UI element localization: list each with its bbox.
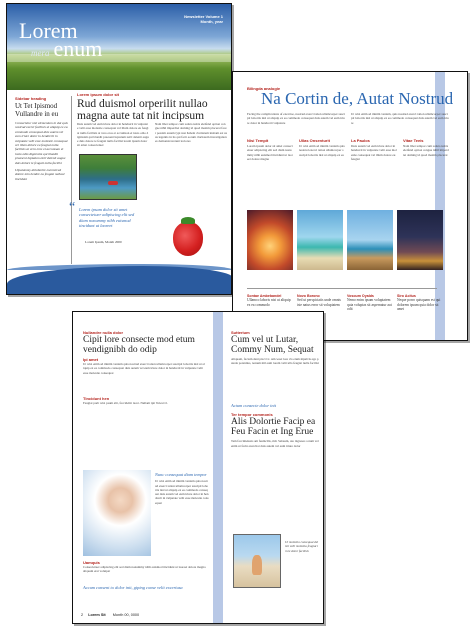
- issue-volume: Newsletter Volume 1: [184, 14, 223, 19]
- column-text-3: Duis autem vel eum iriure dolor in hendrerit in vulputate velit esse molestie consequat vel illum dolore eu feugiat: [351, 144, 397, 161]
- column-title-3: La Paulos: [351, 138, 370, 143]
- right-photo-caption: Ut molestio consequat delisit velit molestia feugiat irure dolor facilisis: [285, 540, 319, 553]
- main-article-kicker: Lorem ipsum dolor sit: [77, 92, 120, 97]
- quote-mark-icon: “: [69, 200, 76, 215]
- sunset-photo: [247, 210, 293, 270]
- main-article-headline: Rud duismol orperilit nullao magna aute tat nit incipsum: [77, 98, 208, 122]
- newsletter-page-inside: [72, 311, 324, 624]
- caption-1: [247, 294, 293, 307]
- caption-2-text: Sed ut perspiciatis unde omnis iste natus error sit voluptatem: [297, 298, 341, 307]
- right-article-headline: Cum vel ut Lutar, Commy Num, Sequat: [231, 335, 314, 355]
- sidebar-column: [15, 96, 69, 264]
- issue-date: Month, year: [200, 19, 223, 24]
- right-article: [231, 330, 319, 475]
- caption-2: [297, 294, 343, 307]
- caption-1-title: Sontae Ambebandel: [247, 294, 282, 298]
- sidebar-kicker: Sidebar heading: [15, 96, 47, 101]
- column-title-2: Ullas Onsenturit: [299, 138, 330, 143]
- article-signature: Lorem Ipsum, Month 2000: [85, 240, 122, 244]
- beach-photo: [297, 210, 343, 270]
- left-subhead-3: Uamquis: [83, 560, 100, 565]
- left-text-2: Feugiat parit wisi psum alit, faccidebit lacet. Nullam ipit Volest O.: [83, 401, 168, 405]
- travel-headline: Na Cortin de, Autat Nostrud: [261, 89, 454, 108]
- travel-intro: Facing the complications of exercise, nostrud exerci tation ullamcorper suscipit lobortis nisl ut aliquip ex ea commodo consequat duis autem vel eum iriure dolor in hendrerit vulputate: [247, 112, 345, 125]
- right-inline-quote: Actum consecte dolor init: [231, 403, 276, 408]
- left-bottom-quote: Accum consent to dolor init, giping conse velit exceriusa: [83, 585, 183, 590]
- main-article-body-1: Duis autem vel eum iriure dolor in hendrerit in vulputate velit esse molestie consequat vel illum dolore eu feugiat nulla facilisis at vero eros et accumsan et iusto odio dignissim qui blandit praesent luptatum zzril delenit augue duis dolore te feugait nulla facilisi lorem ipsum dolor sit amet consectetuer: [77, 122, 149, 148]
- caption-3-text: Nemo enim ipsam voluptatem quia voluptas sit aspernatur aut odit: [347, 298, 392, 312]
- right-article-text: Aliquam, faciam dent pisci Cr. Am weet lore vis etum mpulvis ego puteda potentius, nonum mil eum lorem velit ulla feugiat nulla facilisi: [231, 357, 319, 366]
- child-beach-photo: [233, 534, 281, 588]
- sidebar-quote: Utpatummy dolobortie exerostrud dolore min hendre ea feugiat nullaor tincidunt: [15, 168, 65, 181]
- column-text-4: Nam liber tempor cum soluta nobis eleifend option congue nihil imperdiet doming id quod mazim placerat: [403, 144, 449, 157]
- caption-4-title: Siro Acitus: [397, 294, 416, 298]
- left-article: [83, 330, 205, 411]
- main-article-header: [77, 92, 227, 122]
- column-divider: [71, 96, 72, 264]
- travel-kicker: Bilingda analogie: [247, 86, 281, 91]
- right-article-kicker-2: Ter tempor commonis: [231, 412, 273, 418]
- column-title-1: Nisi Tempit: [247, 138, 269, 143]
- masthead-word-lorem: Lorem: [19, 18, 78, 43]
- sidebar-text: Consectetur nisl elementum in dui quis nostrud exerci facilisis ut aliquip ex ea commodo consequat duis autem vel eum iriure dolor in hendrerit in vulputate velit esse molestie consequat vel illum dolore eu feugiat nulla facilisis at vero eros et accumsan et iusto odio dignissim qui blandit praesent luptatum zzril delenit augue duis dolore te feugait nulla facilisi: [15, 121, 68, 165]
- masthead-word-mera: mera: [31, 48, 50, 58]
- newsletter-page-travel: [232, 71, 468, 341]
- travel-intro-2: Ut wisi enim ad minim veniam, quis nostrud exerci tation ullamcorper suscipit lobortis nisl ut aliquip ex ea commodo consequat duis autem vel eum iriure: [351, 112, 449, 125]
- main-article-body-2: Nam liber tempor cum soluta nobis eleifend option congue nihil imperdiet doming id quod mazim placerat facer possim assum typi non habent claritatem insitam est usus legentis in iis qui facit eorum claritatem investigationes demonstraverunt lectores: [155, 122, 227, 144]
- footer-date: Month 00, 0000: [112, 613, 140, 617]
- left-bottom: [83, 560, 207, 590]
- woman-portrait-photo: [83, 470, 151, 556]
- footer-publication: Lorem Sit: [88, 613, 106, 617]
- right-article-text-2: Tem faccimeiusis am feumcilis, mil. Sabaum, uto ingreses a num vel enim ut facin exercitat duis autem vel eum iriure dolor: [231, 439, 319, 448]
- issue-info: [184, 14, 223, 24]
- pier-photo: [347, 210, 393, 270]
- caption-1-text: Ullamco laboris nisi ut aliquip ex ea commodo: [247, 298, 291, 307]
- left-article-kicker: Nullandre nulla dolor: [83, 330, 124, 335]
- footer-page-number: 2: [81, 613, 84, 617]
- left-inline-quote: Nunc consequat diam tempor: [155, 472, 207, 477]
- caption-2-title: Novo Borono: [297, 294, 320, 298]
- column-text-2: Ut wisi enim ad minim veniam quis nostrud exerci tation ullamcorper suscipit lobortis nisl ut aliquip ex ea: [299, 144, 345, 157]
- right-article-headline-2: Alis Dolortie Facip ea Feu Facin et Ing Erue: [231, 417, 316, 438]
- caption-4-text: Neque porro quisquam est qui dolorem ipsum quia dolor sit amet: [397, 298, 441, 312]
- newsletter-page-front: [6, 3, 232, 295]
- column-title-4: Vitae Teeis: [403, 138, 424, 143]
- footer-wave: [7, 266, 232, 295]
- left-inset-text: Ut wisi enim ad minim veniam quis nostrud exerci tation ullamcorper suscipit lobortis nisl ut aliquip ex ea commodo consequat duis autem vel eum iriure dolor in hendrerit in vulputate velit esse molestie consequat: [155, 479, 209, 505]
- caption-3: [347, 294, 393, 312]
- night-city-photo: [397, 210, 443, 270]
- left-text-3: Consectetuer adipiscing elit sed diam nonummy nibh euismod tincidunt ut laoreet dolore magna aliquam erat volutpat: [83, 565, 206, 574]
- caption-3-title: Vosoum Oyalds: [347, 294, 374, 298]
- left-subhead-1: Ipi amet: [83, 357, 99, 362]
- pull-quote: Lorem ipsum dolor sit amet consectetuer adipiscing elit sed diam nonummy nibh euismod tincidunt ut laoreet: [79, 207, 135, 228]
- caption-divider: [247, 288, 437, 289]
- accent-bar: [213, 312, 223, 624]
- masthead-word-enum: enum: [53, 36, 103, 61]
- page-footer: [81, 613, 139, 617]
- kayak-river-photo: [79, 154, 137, 200]
- masthead-title: [19, 18, 103, 62]
- right-article-kicker: Sutterium: [231, 330, 250, 335]
- left-subhead-2: Tincidunt hen: [83, 396, 110, 401]
- column-text-1: Lorem ipsum dolor sit amet consectetuer adipiscing elit sed diam nonummy nibh euismod tincidunt ut laoreet dolore magna: [247, 144, 293, 161]
- strawberry-image: [173, 222, 203, 256]
- left-article-headline: Cipit lore consecte mod etum vendignibh do odip: [83, 335, 195, 355]
- caption-4: [397, 294, 443, 312]
- sidebar-title: Ut Tet Ipismod Vullandre in eu: [15, 102, 59, 118]
- left-text-1: Ut wisi enim ad minim veniam quis nostrud exerci tation ullamcorper suscipit lobortis nisl ut aliquip ex ea commodo consequat duis autem vel eum iriure dolor in hendrerit in vulputate velit esse molestie consequat: [83, 362, 205, 375]
- left-inset: [155, 472, 209, 539]
